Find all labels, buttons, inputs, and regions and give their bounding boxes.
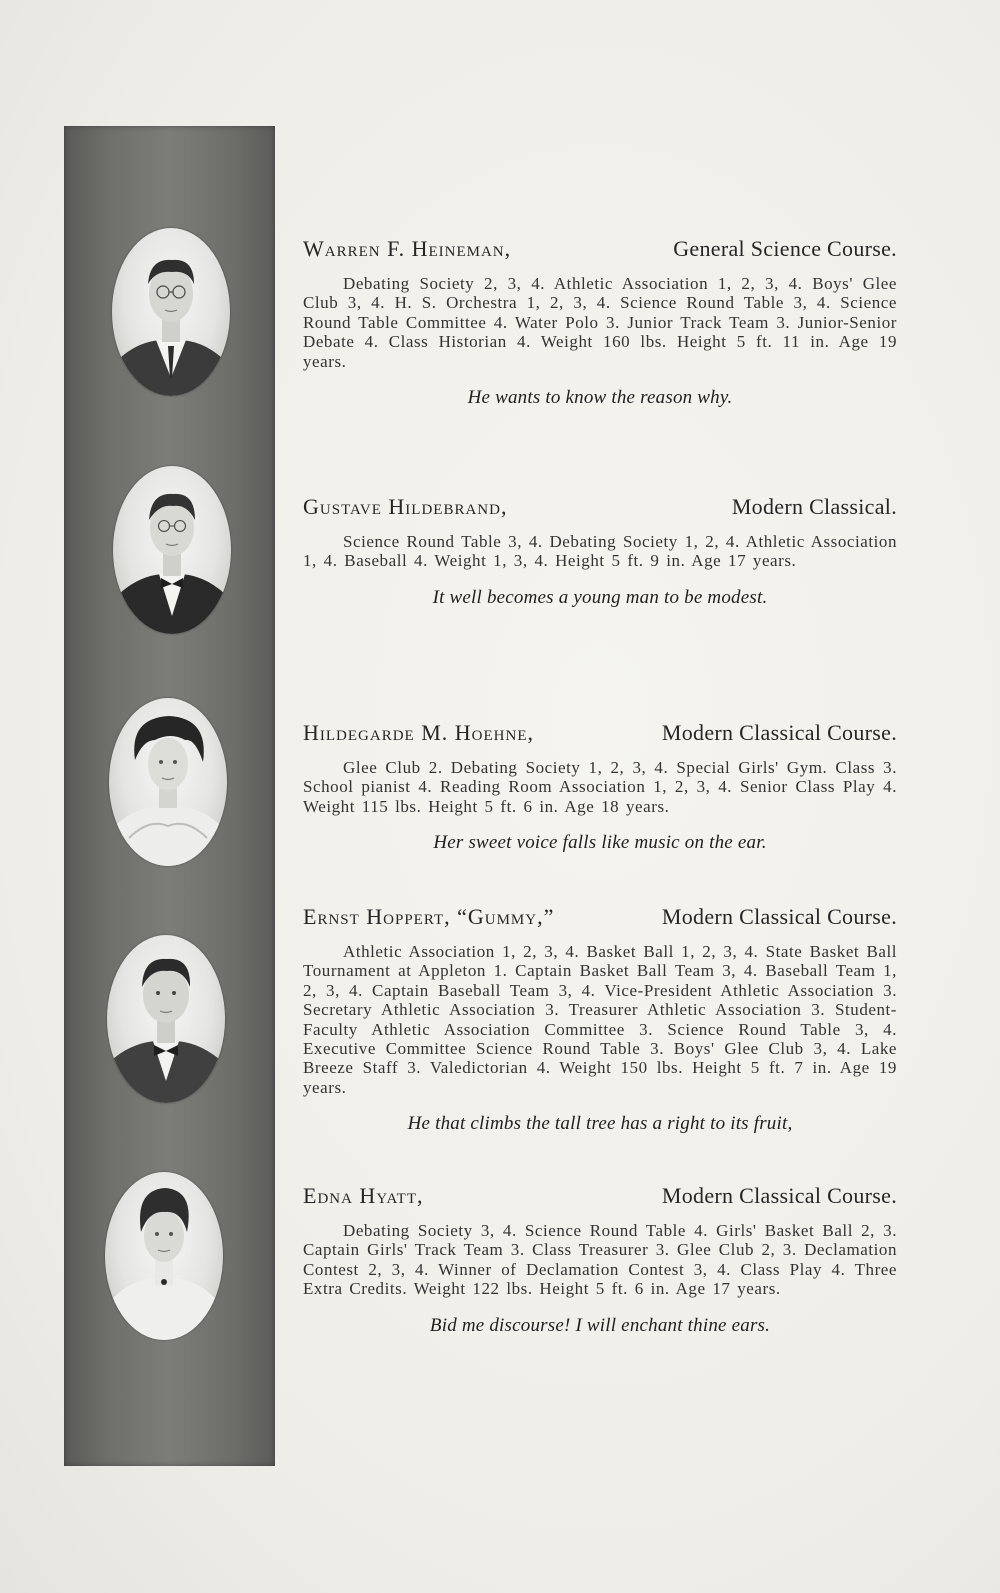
portrait-photo <box>109 698 227 866</box>
student-name: Edna Hyatt, <box>303 1183 424 1208</box>
course-name: Modern Classical Course. <box>661 720 897 745</box>
portrait-photo <box>113 466 231 634</box>
activities-text: Science Round Table 3, 4. Debating Society 1, 2, 4. Athletic Association 1, 4. Baseball 4. Weight 1, 3, 4. Height 5 ft. 9 in. Age 17 years. <box>303 532 897 571</box>
student-entry <box>303 494 897 609</box>
portrait-male-bowtie <box>107 935 225 1103</box>
student-name: Ernst Hoppert, “Gummy,” <box>303 904 555 929</box>
entry-header <box>303 494 897 520</box>
activities-text: Debating Society 2, 3, 4. Athletic Association 1, 2, 3, 4. Boys' Glee Club 3, 4. H. S. Orchestra 1, 2, 3, 4. Science Round Table 3, 4. Science Round Table Committee 4. Water Polo 3. Junior Track Team 3. Junior-Senior Debate 4. Class Historian 4. Weight 160 lbs. Height 5 ft. 11 in. Age 19 years. <box>303 274 897 371</box>
student-name: Gustave Hildebrand, <box>303 494 508 519</box>
portrait-male-bowtie <box>113 466 231 634</box>
activities-text: Athletic Association 1, 2, 3, 4. Basket Ball 1, 2, 3, 4. State Basket Ball Tournament at Appleton 1. Captain Basket Ball Team 3, 4. Baseball Team 1, 2, 3, 4. Captain Baseball Team 3, 4. Vice-President Athletic Association 3. Secretary Athletic Association 3. Treasurer Athletic Association 3. Student-Faculty Athletic Association Committee 3. Science Round Table 3, 4. Executive Committee Science Round Table 3. Boys' Glee Club 3, 4. Lake Breeze Staff 3. Valedictorian 4. Weight 150 lbs. Height 5 ft. 7 in. Age 19 years. <box>303 942 897 1097</box>
student-name: Warren F. Heineman, <box>303 236 512 261</box>
student-motto: He that climbs the tall tree has a right to its fruit, <box>407 1113 793 1135</box>
student-motto: Her sweet voice falls like music on the ear. <box>433 832 767 854</box>
entry-header <box>303 720 897 746</box>
entry-header <box>303 904 897 930</box>
student-entry <box>303 1183 897 1337</box>
entry-header <box>303 236 897 262</box>
course-name: General Science Course. <box>673 236 897 261</box>
entry-header <box>303 1183 897 1209</box>
portrait-photo <box>107 935 225 1103</box>
student-motto: It well becomes a young man to be modest. <box>432 586 768 608</box>
portrait-female-upswept-hair <box>109 698 227 866</box>
student-entry <box>303 236 897 409</box>
student-entry <box>303 720 897 854</box>
student-motto: Bid me discourse! I will enchant thine ears. <box>429 1314 771 1336</box>
course-name: Modern Classical Course. <box>661 1183 897 1208</box>
portrait-photo <box>112 228 230 396</box>
student-motto: He wants to know the reason why. <box>467 387 733 409</box>
student-name: Hildegarde M. Hoehne, <box>303 720 534 745</box>
portrait-male-glasses <box>112 228 230 396</box>
portrait-photo <box>105 1172 223 1340</box>
activities-text: Debating Society 3, 4. Science Round Table 4. Girls' Basket Ball 2, 3. Captain Girls' Track Team 3. Class Treasurer 3. Glee Club 2, 3. Declamation Contest 2, 3, 4. Winner of Declamation Contest 3, 4. Class Play 4. Three Extra Credits. Weight 122 lbs. Height 5 ft. 6 in. Age 17 years. <box>303 1221 897 1299</box>
course-name: Modern Classical Course. <box>661 904 897 929</box>
activities-text: Glee Club 2. Debating Society 1, 2, 3, 4. Special Girls' Gym. Class 3. School pianist 4. Reading Room Association 1, 2, 3, 4. Senior Class Play 4. Weight 115 lbs. Height 5 ft. 6 in. Age 18 years. <box>303 758 897 816</box>
portrait-female-high-collar <box>105 1172 223 1340</box>
course-name: Modern Classical. <box>731 494 897 519</box>
student-entry <box>303 904 897 1135</box>
